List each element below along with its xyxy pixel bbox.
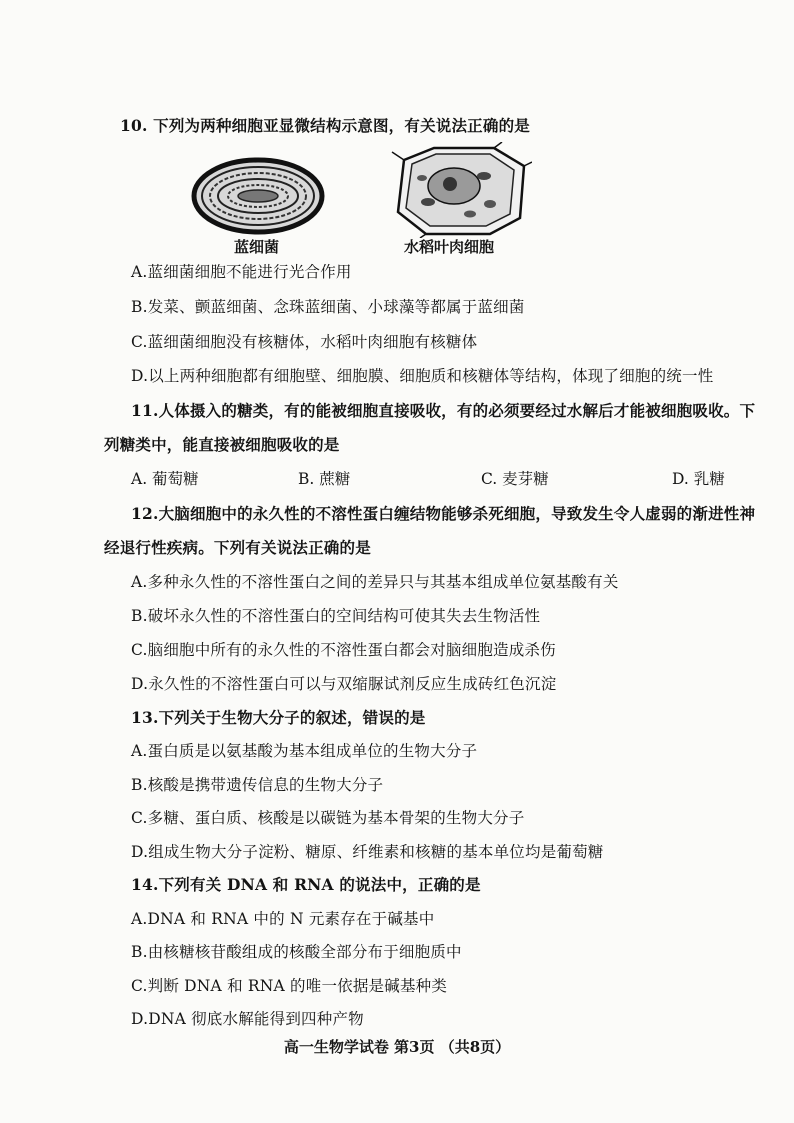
q13-option-c: C.多糖、蛋白质、核酸是以碳链为基本骨架的生物大分子 bbox=[131, 809, 525, 827]
q14-option-c: C.判断 DNA 和 RNA 的唯一依据是碱基种类 bbox=[131, 977, 448, 995]
figure-caption-cyanobacteria: 蓝细菌 bbox=[234, 238, 280, 256]
q12-option-b: B.破坏永久性的不溶性蛋白的空间结构可使其失去生物活性 bbox=[131, 607, 541, 625]
q10-option-a: A.蓝细菌细胞不能进行光合作用 bbox=[131, 263, 352, 281]
cyanobacteria-figure bbox=[190, 156, 326, 236]
q11-stem-line2: 列糖类中，能直接被细胞吸收的是 bbox=[104, 435, 340, 454]
q14-option-b: B.由核糖核苷酸组成的核酸全部分布于细胞质中 bbox=[131, 943, 462, 961]
q11-option-b: B. 蔗糖 bbox=[298, 470, 351, 488]
page-footer: 高一生物学试卷 第3页 （共8页） bbox=[283, 1038, 511, 1056]
q13-option-b: B.核酸是携带遗传信息的生物大分子 bbox=[131, 776, 384, 794]
q11-option-a: A. 葡萄糖 bbox=[131, 470, 199, 488]
q10-option-c: C.蓝细菌细胞没有核糖体，水稻叶肉细胞有核糖体 bbox=[131, 333, 478, 351]
q11-option-d: D. 乳糖 bbox=[672, 470, 725, 488]
rice-mesophyll-cell-figure bbox=[390, 142, 532, 238]
q12-stem-line2: 经退行性疾病。下列有关说法正确的是 bbox=[104, 538, 371, 557]
q10-option-d: D.以上两种细胞都有细胞壁、细胞膜、细胞质和核糖体等结构，体现了细胞的统一性 bbox=[131, 367, 714, 385]
q13-stem: 13.下列关于生物大分子的叙述，错误的是 bbox=[131, 708, 426, 727]
q14-option-d: D.DNA 彻底水解能得到四种产物 bbox=[131, 1010, 364, 1028]
figure-caption-rice-cell: 水稻叶肉细胞 bbox=[404, 238, 495, 256]
q12-option-d: D.永久性的不溶性蛋白可以与双缩脲试剂反应生成砖红色沉淀 bbox=[131, 675, 557, 693]
q13-option-a: A.蛋白质是以氨基酸为基本组成单位的生物大分子 bbox=[131, 742, 478, 760]
q12-stem-line1: 12.大脑细胞中的永久性的不溶性蛋白缠结物能够杀死细胞，导致发生令人虚弱的渐进性神 bbox=[131, 504, 756, 523]
q13-option-d: D.组成生物大分子淀粉、糖原、纤维素和核糖的基本单位均是葡萄糖 bbox=[131, 843, 604, 861]
q14-option-a: A.DNA 和 RNA 中的 N 元素存在于碱基中 bbox=[131, 910, 435, 928]
q10-option-b: B.发菜、颤蓝细菌、念珠蓝细菌、小球藻等都属于蓝细菌 bbox=[131, 298, 525, 316]
q10-stem: 10. 下列为两种细胞亚显微结构示意图，有关说法正确的是 bbox=[120, 116, 530, 135]
q12-option-c: C.脑细胞中所有的永久性的不溶性蛋白都会对脑细胞造成杀伤 bbox=[131, 641, 556, 659]
q11-option-c: C. 麦芽糖 bbox=[481, 470, 549, 488]
q11-stem-line1: 11.人体摄入的糖类，有的能被细胞直接吸收，有的必须要经过水解后才能被细胞吸收。下 bbox=[131, 401, 756, 420]
q14-stem: 14.下列有关 DNA 和 RNA 的说法中，正确的是 bbox=[131, 875, 481, 894]
q12-option-a: A.多种永久性的不溶性蛋白之间的差异只与其基本组成单位氨基酸有关 bbox=[131, 573, 619, 591]
